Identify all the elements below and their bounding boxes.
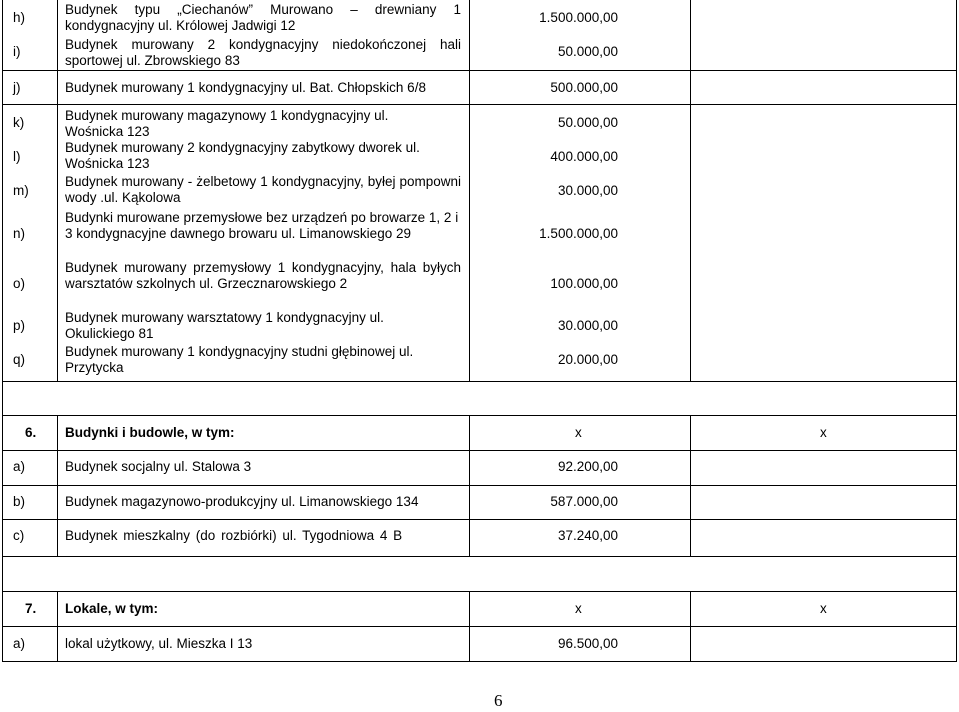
section-mark-extra: x	[820, 601, 827, 616]
col-divider-letter	[57, 415, 58, 557]
section-number: 7.	[25, 601, 37, 616]
row-value: 1.500.000,00	[539, 226, 618, 241]
row-divider	[2, 556, 957, 557]
row-letter: n)	[13, 226, 26, 241]
row-letter: b)	[13, 494, 26, 509]
section-mark-value: x	[575, 601, 582, 616]
table-border-left	[2, 0, 3, 662]
row-value: 50.000,00	[557, 115, 618, 130]
row-value: 30.000,00	[557, 318, 618, 333]
row-description: Budynek murowany 2 kondygnacyjny niedokończonej hali sportowej ul. Zbrowskiego 83	[65, 37, 461, 68]
row-description: Budynek mieszkalny (do rozbiórki) ul. Tygodniowa 4 B	[65, 528, 403, 543]
row-description: lokal użytkowy, ul. Mieszka I 13	[65, 636, 253, 651]
row-description: Budynek murowany 1 kondygnacyjny ul. Bat. Chłopskich 6/8	[65, 80, 426, 95]
page-number: 6	[494, 691, 503, 710]
row-letter: j)	[13, 80, 21, 95]
row-description: Budynek magazynowo-produkcyjny ul. Limanowskiego 134	[65, 494, 419, 509]
section-title: Lokale, w tym:	[65, 601, 159, 616]
section-mark-extra: x	[820, 425, 827, 440]
row-divider	[2, 626, 957, 627]
row-description: Budynek typu „Ciechanów” Murowano – drewniany 1 kondygnacyjny ul. Królowej Jadwigi 12	[65, 2, 461, 33]
row-letter: c)	[13, 528, 25, 543]
row-value: 92.200,00	[557, 459, 618, 474]
row-description: Budynek murowany - żelbetowy 1 kondygnacyjny, byłej pompowni wody .ul. Kąkolowa	[65, 174, 461, 205]
row-letter: m)	[13, 183, 29, 198]
row-divider	[2, 591, 957, 592]
row-value: 400.000,00	[550, 149, 618, 164]
section-number: 6.	[25, 425, 37, 440]
col-divider-value	[690, 0, 691, 381]
row-description: Budynki murowane przemysłowe bez urządzeń po browarze 1, 2 i 3 kondygnacyjne dawnego browaru ul. Limanowskiego 29	[65, 210, 459, 241]
row-divider	[2, 485, 957, 486]
section-title: Budynki i budowle, w tym:	[65, 425, 235, 440]
row-letter: k)	[13, 115, 25, 130]
row-value: 37.240,00	[557, 528, 618, 543]
row-letter: a)	[13, 459, 26, 474]
row-letter: i)	[13, 44, 21, 59]
row-description: Budynek murowany przemysłowy 1 kondygnacyjny, hala byłych warsztatów szkolnych ul. Grzecznarowskiego 2	[65, 260, 461, 291]
row-letter: q)	[13, 352, 26, 367]
row-value: 1.500.000,00	[539, 10, 618, 25]
row-letter: a)	[13, 636, 26, 651]
section-mark-value: x	[575, 425, 582, 440]
row-description: Budynek murowany magazynowy 1 kondygnacyjny ul. Wośnicka 123	[65, 108, 389, 139]
row-letter: l)	[13, 149, 21, 164]
row-value: 100.000,00	[550, 276, 618, 291]
col-divider-letter	[57, 0, 58, 381]
row-value: 20.000,00	[557, 352, 618, 367]
row-divider	[2, 104, 957, 105]
col-divider-value	[690, 415, 691, 557]
table-border-right	[956, 0, 957, 662]
row-divider	[2, 70, 957, 71]
row-divider	[2, 450, 957, 451]
row-value: 96.500,00	[557, 636, 618, 651]
row-value: 30.000,00	[557, 183, 618, 198]
row-value: 50.000,00	[557, 44, 618, 59]
row-divider	[2, 381, 957, 382]
table-border-bottom	[2, 661, 957, 662]
row-value: 587.000,00	[550, 494, 618, 509]
row-description: Budynek murowany 2 kondygnacyjny zabytkowy dworek ul. Wośnicka 123	[65, 140, 420, 171]
row-description: Budynek murowany warsztatowy 1 kondygnacyjny ul. Okulickiego 81	[65, 310, 384, 341]
row-description: Budynek socjalny ul. Stalowa 3	[65, 459, 252, 474]
row-description: Budynek murowany 1 kondygnacyjny studni głębinowej ul. Przytycka	[65, 344, 414, 375]
row-divider	[2, 519, 957, 520]
row-value: 500.000,00	[550, 80, 618, 95]
row-letter: p)	[13, 318, 26, 333]
row-letter: o)	[13, 276, 26, 291]
row-divider	[2, 415, 957, 416]
row-letter: h)	[13, 10, 26, 25]
